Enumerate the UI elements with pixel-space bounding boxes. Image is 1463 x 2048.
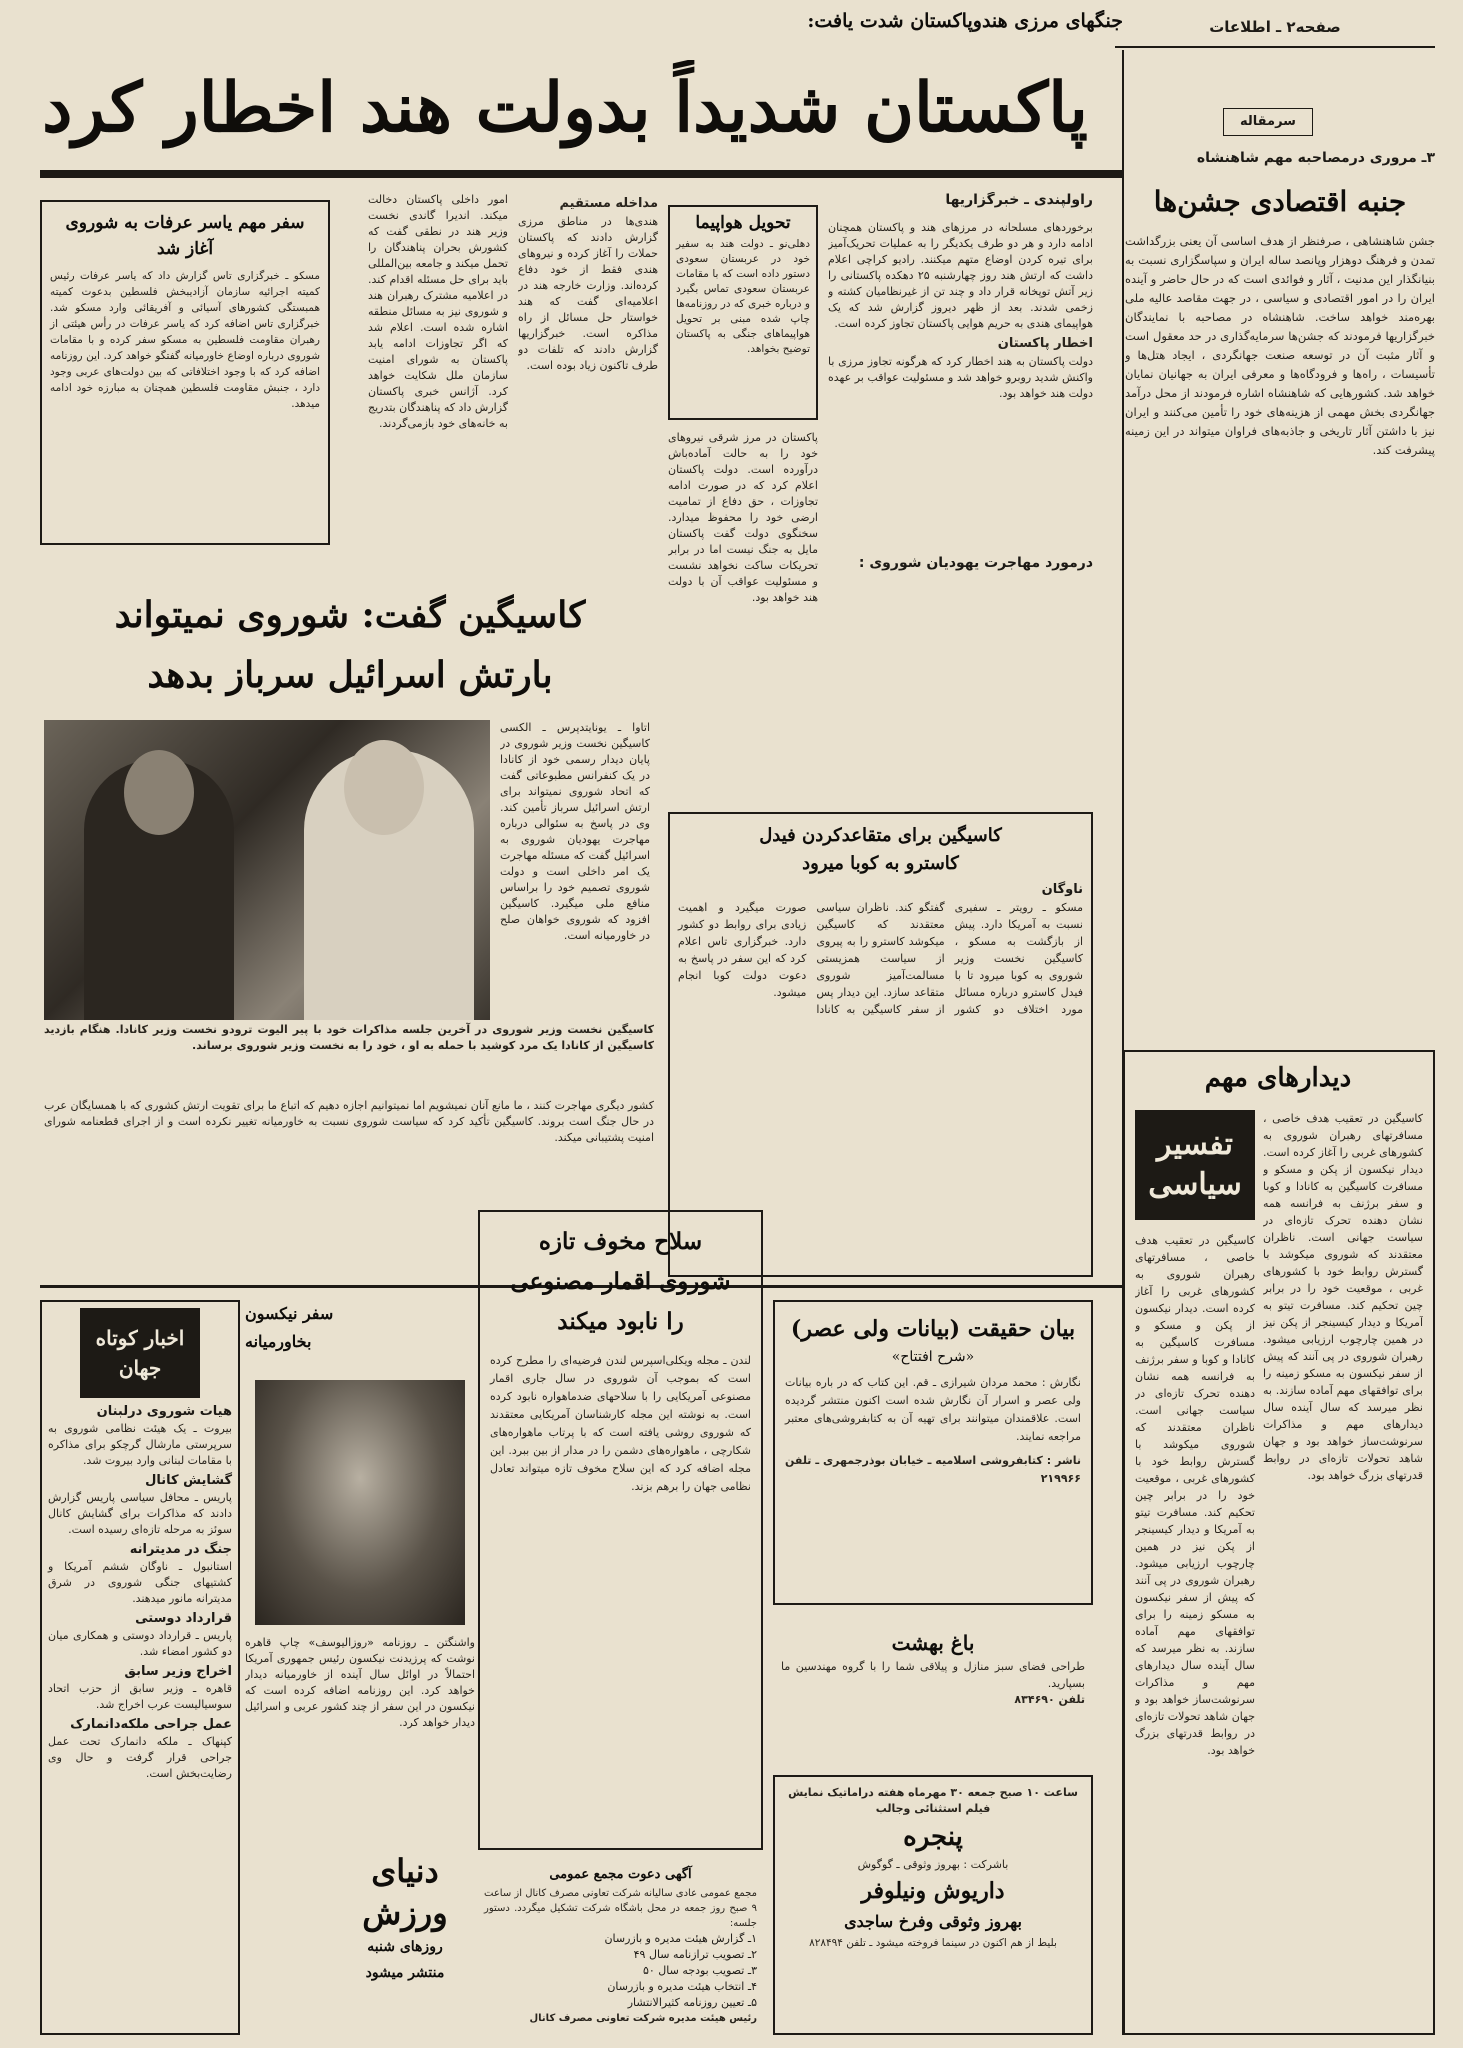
kosygin-kicker: درمورد مهاجرت یهودیان شوروی : xyxy=(858,555,1093,571)
arafat-body: مسکو ـ خبرگزاری تاس گزارش داد که یاسر عرفات رئیس کمیته اجرائیه سازمان آزادیبخش فلسطین بدعوت کمیته همبستگی کشورهای آسیائی و آفریقائی وارد مسکو شد. خبرگزاری تاس اضافه کرد که یاسر عرفات در رأس هیئتی از رهبران مقاومت فلسطین به مسکو سفر کرده و با مقامات شوروی درباره اوضاع خاورمیانه گفتگو خواهد کرد. این روزنامه اضافه کرد که با وجود اختلافاتی که بین دولت‌های عربی وجود دارد ، جنبش مقاومت فلسطین همچنان به مبارزه خود ادامه میدهد. xyxy=(50,270,320,410)
kosygin-photo xyxy=(44,720,490,1020)
page-label: صفحه۲ ـ اطلاعات xyxy=(1115,8,1435,48)
akhbar-item xyxy=(48,1717,232,1782)
meeting-ad-items xyxy=(484,1931,757,2011)
garden-ad-body: طراحی فضای سبز منازل و پیلاقی شما را با گروه مهندسین ما بسپارید. xyxy=(781,1660,1085,1690)
kosygin-body-b: کشور دیگری مهاجرت کنند ، ما مانع آنان نمیشویم اما نمیتوانیم اجازه دهیم که اتباع ما برای تقویت ارتش کشوری که با همسایگان عرب در حال جنگ است بروند. کاسیگین تأکید کرد که سیاست شوروی نسبت به خاورمیانه تغییر نکرده است و از اجرای قطعنامه شورای امنیت پشتیبانی میکند. xyxy=(44,1099,654,1144)
cinema-ad-main: داریوش ونیلوفر xyxy=(861,1878,1005,1904)
book-ad-subtitle: «شرح افتتاح» xyxy=(891,1349,975,1365)
akhbar-item xyxy=(48,1664,232,1713)
book-ad-publisher: ناشر : کتابفروشی اسلامیه ـ خیابان بوذرجمهری ـ تلفن ۲۱۹۹۶۶ xyxy=(785,1454,1081,1485)
kosygin-caption: کاسیگین نخست وزیر شوروی در آخرین جلسه مذاکرات خود با پیر الیوت ترودو نخست وزیر کانادا. هنگام بازدید کاسیگین از کانادا یک مرد کوشید با حمله به او ، خود را به نخست وزیر شوروی برساند. xyxy=(44,1023,654,1052)
akhbar-item-head: اخراج وزیر سابق xyxy=(124,1664,232,1679)
cinema-ad-top: ساعت ۱۰ صبح جمعه ۳۰ مهرماه هفته‌ دراماتیک نمایش فیلم استثنائی وجالب xyxy=(788,1786,1078,1815)
castro-subtitle: ناوگان xyxy=(1041,882,1083,897)
sports-line1: دنیای xyxy=(371,1852,439,1890)
cinema-ad-cast: باشرکت : بهروز وثوقی ـ گوگوش xyxy=(857,1858,1009,1871)
book-ad-body: نگارش : محمد مردان شیرازی ـ قم. این کتاب که در باره بیانات ولی عصر و اسرار آن نگارش شده است اکنون منتشر گردیده است. علاقمندان میتوانند برای تهیه آن به کتابفروشی‌های معتبر مراجعه نمایند. xyxy=(785,1376,1081,1443)
garden-ad-phone: تلفن ۸۳۴۶۹۰ xyxy=(1014,1693,1085,1706)
satellite-box xyxy=(478,1210,763,1850)
cinema-ad-sub: بهروز وثوقی وفرخ ساجدی xyxy=(844,1912,1022,1931)
akhbar-box xyxy=(40,1300,240,2035)
akhbar-item-head: هیات شوروی درلبنان xyxy=(96,1404,232,1419)
arafat-title: سفر مهم یاسر عرفات به شوروی آغاز شد xyxy=(65,213,305,259)
cinema-ad xyxy=(773,1775,1093,2035)
meetings-body-cont: کاسیگین در تعقیب هدف خاصی ، مسافرتهای رهبران شوروی به کشورهای غربی را آغاز کرده است. دیدار نیکسون از پکن و مسکو و مسافرت کاسیگین به کانادا و کوبا و سفر برژنف به فرانسه همه نشان دهنده تحرک تازه‌ای در سیاست جهانی است. ناظران معتقدند که شوروی میکوشد با گسترش روابط خود با کشورهای غربی ، موقعیت خود را در برابر چین تحکیم کند. مسافرت تیتو به آمریکا و دیدار کیسینجر از پکن نیز در همین چارچوب ارزیابی میشود. رهبران شوروی در پی آنند که پیش از سفر نیکسون به مسکو زمینه را برای توافقهای مهم آماده سازند. به نظر میرسد که سال آینده سال دیدارهای مهم و مذاکرات سرنوشت‌ساز خواهد بود و جهان شاهد تحولات تازه‌ای در روابط قدرتهای بزرگ خواهد بود. xyxy=(1135,1234,1255,1757)
photo-head-right xyxy=(344,740,424,835)
meeting-ad-body: مجمع عمومی عادی سالیانه شرکت تعاونی مصرف کانال از ساعت ۹ صبح روز جمعه در محل باشگاه شرکت تشکیل میگردد. دستور جلسه: xyxy=(484,1888,757,1929)
cinema-ad-footer: بلیط از هم اکنون در سینما فروخته میشود ـ تلفن ۸۲۸۴۹۴ xyxy=(809,1937,1057,1949)
pakistan-col3: مداخله مستقیم هندی‌ها در مناطق مرزی گزارش دادند که پاکستان حملات را آغاز کرده و نیروهای هندی فقط از خود دفاع کرده‌اند. وزارت خارجه هند در اعلامیه‌ای گفت که هند خواستار حل مسائل از راه مذاکره است. خبرگزاریها گزارش دادند که تلفات دو طرف تاکنون زیاد بوده است. xyxy=(518,196,658,372)
headline-rule xyxy=(40,170,1122,178)
editorial-title: جنبه اقتصادی جشن‌ها xyxy=(1153,185,1407,218)
satellite-title: سلاح مخوف تازه شوروی اقمار مصنوعی را نابود میکند xyxy=(510,1228,731,1335)
akhbar-item-body: پاریس ـ محافل سیاسی پاریس گزارش دادند که مذاکرات برای گشایش کانال سوئز به مرحله تازه‌ای رسیده است. xyxy=(48,1491,232,1536)
kosygin-headline: کاسیگین گفت: شوروی نمیتواند بارتش اسرائیل سرباز بدهد xyxy=(114,594,586,696)
book-ad-box xyxy=(773,1300,1093,1605)
hawapeyma-box xyxy=(668,205,818,420)
nixon-box xyxy=(245,1300,475,1820)
kosygin-body-a: اتاوا ـ یونایتدپرس ـ الکسی کاسیگین نخست وزیر شوروی در پایان دیدار رسمی خود از کانادا در یک کنفرانس مطبوعاتی گفت که اتحاد شوروی نمیتواند برای ارتش اسرائیل سرباز تأمین کند. وی در پاسخ به سئوالی درباره مهاجرت یهودیان شوروی به اسرائیل گفت که مسئله مهاجرت یک امر داخلی است و دولت شوروی تصمیم خود را براساس منافع ملی میگیرد. کاسیگین افزود که شوروی خواهان صلح در خاورمیانه است. xyxy=(500,721,650,942)
castro-box xyxy=(668,812,1093,1277)
meetings-logo: تفسیر سیاسی xyxy=(1135,1110,1255,1220)
pakistan-col4: امور داخلی پاکستان دخالت میکند. اندیرا گاندی نخست وزیر هند در نطقی گفت که کشورش بحران پناهندگان را تحمل میکند و جامعه بین‌المللی باید برای حل مسئله اقدام کند. در اعلامیه مشترک رهبران هند و شوروی نیز به مسائل منطقه اشاره شده است. اعلام شد که اگر تجاوزات ادامه یابد پاکستان به شورای امنیت سازمان ملل شکایت خواهد کرد. آژانس خبری پاکستان گزارش داد که پناهندگان بتدریج به خانه‌های خود بازمی‌گردند. xyxy=(368,193,508,430)
akhbar-item-body: قاهره ـ وزیر سابق از حزب اتحاد سوسیالیست عرب اخراج شد. xyxy=(48,1682,232,1711)
castro-title: کاسیگین برای متقاعدکردن فیدل کاسترو به کوبا میرود xyxy=(759,825,1002,874)
editorial-subhead: ۳ـ مروری درمصاحبه مهم شاهنشاه xyxy=(1196,150,1435,166)
meeting-ad-title: آگهی دعوت مجمع عمومی xyxy=(549,1867,692,1882)
pakistan-col2: پاکستان در مرز شرقی نیروهای خود را به حالت آماده‌باش درآورده است. دولت پاکستان اعلام کرد که در صورت ادامه تجاوزات ، حق دفاع از تمامیت ارضی خود را محفوظ میدارد. سخنگوی دولت گفت پاکستان مایل به جنگ نیست اما در برابر تحریکات ساکت نخواهد نشست و مسئولیت عواقب آن با دولت هند خواهد بود. xyxy=(668,431,818,604)
meeting-ad-item: ۳ـ تصویب بودجه سال ۵۰ xyxy=(642,1964,757,1977)
akhbar-item xyxy=(48,1473,232,1538)
akhbar-title: اخبار کوتاه جهان xyxy=(80,1308,200,1398)
pakistan-dateline: راولپندی ـ خبرگزاریها xyxy=(945,192,1093,208)
akhbar-item-head: عمل جراحی ملکه‌دانمارک xyxy=(70,1717,232,1732)
meeting-ad-item: ۵ـ تعیین روزنامه کثیرالانتشار xyxy=(627,1996,757,2009)
arafat-box xyxy=(40,200,330,545)
cinema-ad-title: پنجره xyxy=(903,1822,963,1852)
meeting-ad-item: ۱ـ گزارش هیئت مدیره و بازرسان xyxy=(604,1932,757,1945)
nixon-title: سفر نیکسون بخاورمیانه xyxy=(245,1304,334,1351)
akhbar-item-body: پاریس ـ قرارداد دوستی و همکاری میان دو کشور امضاء شد. xyxy=(48,1629,232,1658)
nixon-photo xyxy=(255,1380,465,1625)
garden-ad-title: باغ بهشت xyxy=(891,1631,975,1655)
nixon-body: واشنگتن ـ روزنامه «روزالیوسف» چاپ قاهره نوشت که پرزیدنت نیکسون رئیس جمهوری آمریکا احتمالاً در اوائل سال آینده از خاورمیانه دیدار خواهد کرد. این روزنامه اضافه کرده است که نیکسون در این سفر از چند کشور عربی و اسرائیل دیدار خواهد کرد. xyxy=(245,1636,475,1729)
meetings-box xyxy=(1123,1050,1435,2035)
meetings-body: کاسیگین در تعقیب هدف خاصی ، مسافرتهای رهبران شوروی به کشورهای غربی را آغاز کرده است. دیدار نیکسون از پکن و مسکو و مسافرت کاسیگین به کانادا و کوبا و سفر برژنف به فرانسه همه نشان دهنده تحرک تازه‌ای در سیاست جهانی است. ناظران معتقدند که شوروی میکوشد با گسترش روابط خود با کشورهای غربی ، موقعیت خود را در برابر چین تحکیم کند. مسافرت تیتو به آمریکا و دیدار کیسینجر از پکن نیز در همین چارچوب ارزیابی میشود. رهبران شوروی در پی آنند که پیش از سفر نیکسون به مسکو زمینه را برای توافقهای مهم آماده سازند. به نظر میرسد که سال آینده سال دیدارهای مهم و مذاکرات سرنوشت‌ساز خواهد بود و جهان شاهد تحولات تازه‌ای در روابط قدرتهای بزرگ خواهد بود. xyxy=(1263,1112,1423,1482)
ekhtar-title: اخطار پاکستان xyxy=(997,336,1093,351)
book-ad-title: بیان حقیقت (بیانات ولی عصر) xyxy=(790,1316,1076,1342)
editorial-label: سرمقاله xyxy=(1223,108,1313,136)
akhbar-item-body: بیروت ـ یک هیئت نظامی شوروی به سرپرستی مارشال گرچکو برای مذاکره با مقامات لبنانی وارد بیروت شد. xyxy=(48,1422,232,1467)
satellite-body: لندن ـ مجله ویکلی‌اسپرس لندن فرضیه‌ای را مطرح کرده است که بموجب آن شوروی در سال جاری اقمار مصنوعی آمریکایی را با سلاحهای ضدماهواره نابود کرده است. به نوشته این مجله کارشناسان آمریکایی معتقدند که شوروی روشی یافته است که با پرتاب ماهواره‌های شکارچی ، ماهواره‌های دشمن را در مدار از بین ببرد. این مجله اضافه کرد که این سلاح مخوف تازه میتواند تعادل نظامی جهان را برهم بزند. xyxy=(490,1354,751,1493)
akhbar-item-body: کپنهاک ـ ملکه دانمارک تحت عمل جراحی قرار گرفت و حال وی رضایت‌بخش است. xyxy=(48,1735,232,1780)
sports-line4: منتشر میشود xyxy=(365,1965,445,1981)
meeting-ad-item: ۴ـ انتخاب هیئت مدیره و بازرسان xyxy=(607,1980,757,1993)
main-headline: پاکستان شدیداً بدولت هند اخطار کرد xyxy=(42,68,1088,148)
akhbar-item-head: جنگ در مدیترانه xyxy=(129,1542,232,1557)
meeting-ad xyxy=(478,1858,763,2038)
meetings-title: دیدارهای مهم xyxy=(1204,1063,1352,1093)
hawapeyma-title: تحویل هواپیما xyxy=(695,213,791,233)
headline-kicker: جنگهای مرزی هندوپاکستان شدت یافت: xyxy=(807,10,1123,32)
akhbar-item xyxy=(48,1542,232,1607)
akhbar-item-body: استانبول ـ ناوگان ششم آمریکا و کشتیهای جنگی شوروی در شرق مدیترانه مانور میدهند. xyxy=(48,1560,232,1605)
mostaghim-title: مداخله مستقیم xyxy=(559,196,658,211)
meeting-ad-footer: رئیس هیئت مدیره شرکت تعاونی مصرف کانال xyxy=(529,2013,757,2024)
photo-head-left xyxy=(124,750,194,835)
pakistan-col1: برخوردهای مسلحانه در مرزهای هند و پاکستان همچنان ادامه دارد و هر دو طرف یکدیگر را به عملیات تحریک‌آمیز برای تیره کردن اوضاع متهم میکنند. رادیو کراچی اعلام داشت که ارتش هند روز چهارشنبه ۲۵ دهکده پاکستانی را زیر آتش توپخانه قرار داد و چند تن از غیرنظامیان کشته و زخمی شدند. بعد از ظهر دیروز گزارش شد که یک هواپیمای هندی به حریم هوایی پاکستان تجاوز کرده است. اخطار پاکستان دولت پاکستان به هند اخطار کرد که هرگونه تجاوز مرزی با واکنش شدید روبرو خواهد شد و مسئولیت عواقب بر عهده دولت هند خواهد بود. xyxy=(828,221,1093,400)
akhbar-item xyxy=(48,1611,232,1660)
sports-box xyxy=(330,1850,480,2040)
garden-ad xyxy=(773,1620,1093,1770)
castro-body: مسکو ـ رویتر ـ سفیری نسبت به آمریکا دارد. پیش از بازگشت به مسکو ، کاسیگین نخست وزیر شوروی به کوبا میرود تا با فیدل کاسترو درباره مسائل مورد اختلاف دو کشور گفتگو کند. ناظران سیاسی معتقدند که کاسیگین میکوشد کاسترو را به پیروی از سیاست همزیستی مسالمت‌آمیز شوروی متقاعد سازد. این دیدار پس از سفر کاسیگین به کانادا صورت میگیرد و اهمیت زیادی برای روابط دو کشور دارد. خبرگزاری تاس اعلام کرد که این سفر در پاسخ به دعوت دولت کوبا انجام میشود. xyxy=(678,901,1083,1016)
sports-line2: ورزش xyxy=(362,1894,448,1932)
meeting-ad-item: ۲ـ تصویب ترازنامه سال ۴۹ xyxy=(633,1948,757,1961)
hawapeyma-body: دهلی‌نو ـ دولت هند به سفیر خود در عربستان سعودی دستور داده است که با مقامات عربستان سعودی تماس بگیرد و درباره خبری که در روزنامه‌ها چاپ شده مبنی بر تحویل هواپیماهای جنگی به پاکستان توضیح بخواهد. xyxy=(676,238,810,355)
akhbar-item-head: قرارداد دوستی xyxy=(135,1611,232,1626)
editorial-body: جشن شاهنشاهی ، صرفنظر از هدف اساسی آن یعنی بزرگداشت تمدن و فرهنگ دوهزار وپانصد ساله ایران و سپاسگزاری نسبت به بنیانگذار این مدنیت ، آثار و فوائدی است که در حال حاضر و آینده ایران را در امور اقتصادی و سیاسی ، در جهت مقاصد عالیه ملی بهره‌مند خواهد ساخت. شاهنشاه در مصاحبه با نمایندگان خبرگزاریها فرمودند که جشن‌ها سرمایه‌گذاری در حد معقول است و آثار مثبت آن در توسعه صنعت جهانگردی ، ایجاد هتل‌ها و تأسیسات ، راه‌ها و فرودگاه‌ها و معرفی ایران به جهانیان نمایان خواهد شد. کشورهایی که شاهنشاه اشاره فرمودند از محل درآمد جهانگردی بخش مهمی از هزینه‌های خود را تأمین می‌کنند و ایران نیز با داشتن آثار تاریخی و جاذبه‌های فراوان میتواند در این زمینه پیشرفت کند. xyxy=(1125,234,1435,457)
sports-line3: روزهای شنبه xyxy=(367,1939,443,1955)
akhbar-item-head: گشایش کانال xyxy=(145,1473,232,1488)
akhbar-item xyxy=(48,1404,232,1469)
